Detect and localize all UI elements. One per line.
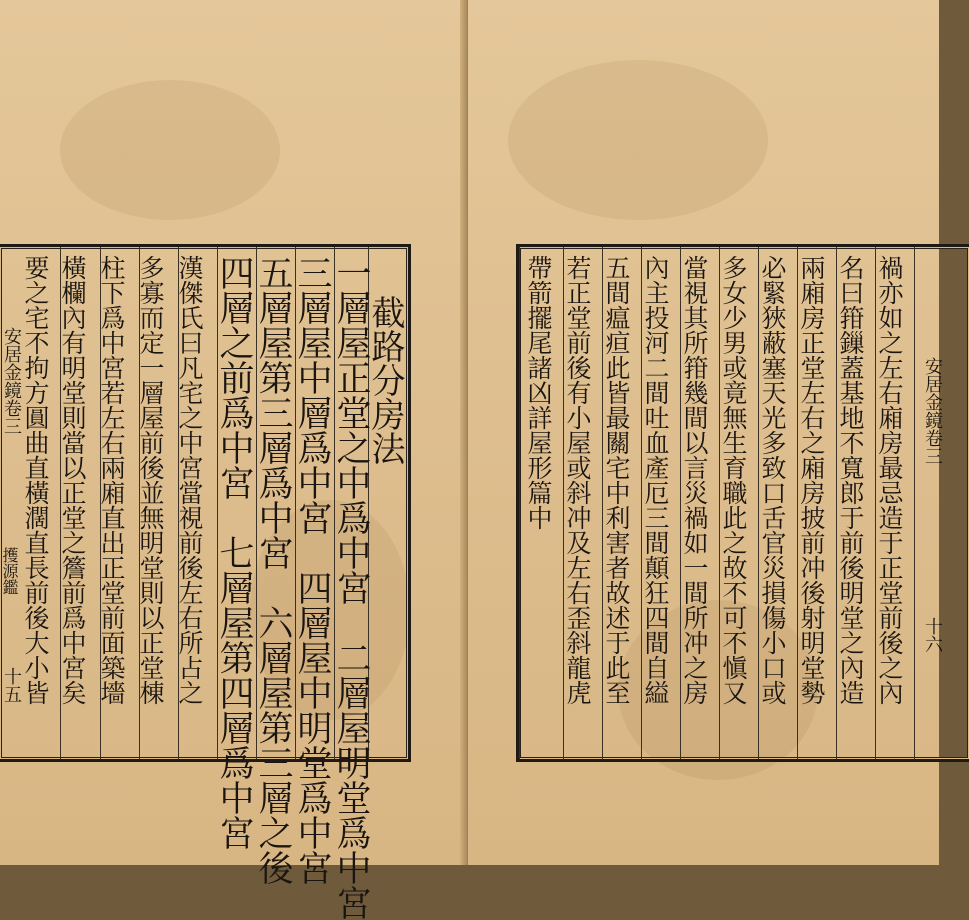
right-margin-title: 安居金鏡卷三 (922, 357, 943, 465)
left-page (0, 0, 466, 920)
section-heading: 截路分房法 (365, 295, 405, 465)
right-col-7: 內主投河二間吐血產厄三間顛狂四間自縊 (641, 255, 670, 705)
right-col-5: 多女少男或竟無生育職此之故不可不愼又 (719, 255, 748, 705)
right-col-4: 必緊狹蔽塞天光多致口舌官災損傷小口或 (758, 255, 787, 705)
left-col-9: 要之宅不拘方圓曲直橫濶直長前後大小皆 (21, 255, 50, 705)
left-text-frame (0, 244, 411, 920)
right-col-8: 五間瘟疸此皆最關宅中利害者故述于此至 (602, 255, 631, 705)
left-col-1: 一層屋正堂之中爲中宮 二層屋明堂爲中宮 (331, 255, 371, 920)
right-col-3: 兩廂房正堂左右之廂房披前冲後射明堂勢 (797, 255, 826, 705)
right-margin-folio: 十六 (922, 617, 943, 653)
left-col-5: 漢傑氏曰凡宅之中宮當視前後左右所占之 (175, 255, 204, 705)
left-col-7: 柱下爲中宮若左右兩廂直出正堂前面築墻 (97, 255, 126, 705)
left-col-8: 橫欄內有明堂則當以正堂之簷前爲中宮矣 (58, 255, 87, 705)
right-col-6: 當視其所箝幾間以言災禍如一間所冲之房 (680, 255, 709, 705)
left-margin-title: 安居金鏡卷三 (1, 327, 22, 435)
left-col-6: 多寡而定一層屋前後並無明堂則以正堂棟 (136, 255, 165, 705)
right-text-frame (516, 244, 969, 762)
right-col-10: 帶箭擺尾諸凶詳屋形篇中 (524, 255, 553, 530)
left-col-3: 五層屋第三層爲中宮 六層屋第三層之後 (253, 255, 293, 885)
right-col-1: 禍亦如之左右廂房最忌造于正堂前後之內 (875, 255, 904, 705)
right-col-9: 若正堂前後有小屋或斜冲及左右歪斜龍虎 (563, 255, 592, 705)
left-col-2: 三層屋中層爲中宮 四層屋中明堂爲中宮 (292, 255, 332, 885)
right-page (468, 0, 943, 865)
left-margin-folio: 十五 (1, 667, 22, 703)
left-col-4: 四層之前爲中宮 七層屋第四層爲中宮 (214, 255, 254, 850)
left-margin-source: 擭源鑑 (0, 547, 19, 595)
right-col-2: 名曰箝鏁蓋基地不寬郎于前後明堂之內造 (836, 255, 865, 705)
